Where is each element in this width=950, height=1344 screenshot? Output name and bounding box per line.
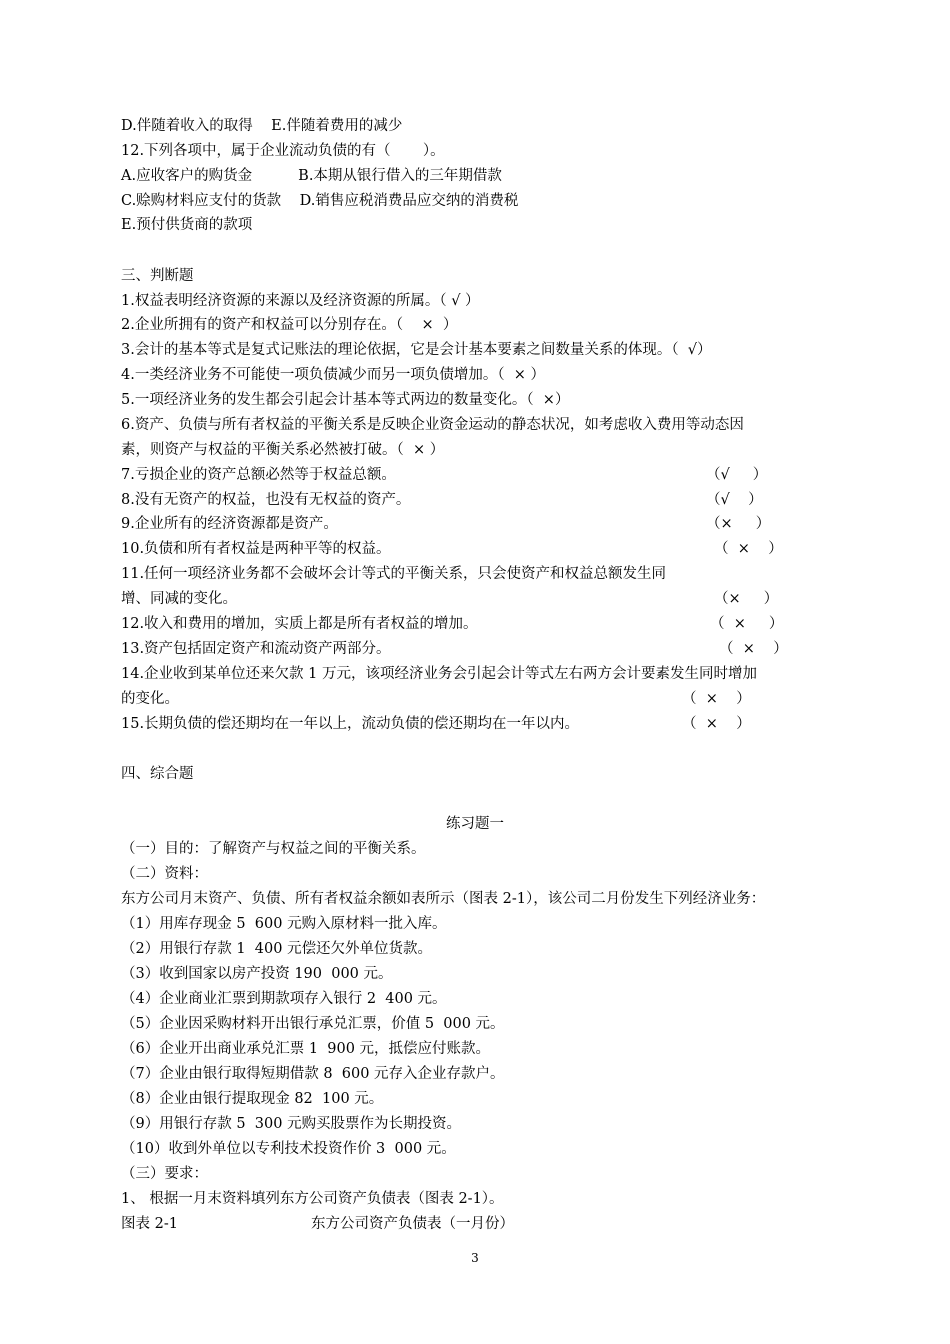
judge-answer-12: （ × ） [710, 616, 784, 632]
event-6: （6）企业开出商业承兑汇票 1 900 元，抵偿应付账款。 [121, 1041, 491, 1057]
judge-item-14b: 的变化。 [121, 691, 179, 707]
judge-item-7: 7.亏损企业的资产总额必然等于权益总额。 [121, 467, 396, 483]
event-9: （9）用银行存款 5 300 元购买股票作为长期投资。 [121, 1116, 462, 1132]
judge-item-2: 2.企业所拥有的资产和权益可以分别存在。（ × ） [121, 317, 458, 333]
judge-answer-11: （× ） [714, 591, 779, 607]
judge-item-11a: 11.任何一项经济业务都不会破坏会计等式的平衡关系，只会使资产和权益总额发生同 [121, 566, 667, 582]
question-12: 12.下列各项中，属于企业流动负债的有（ ）。 [121, 143, 445, 159]
judge-item-1: 1.权益表明经济资源的来源以及经济资源的所属。（ √ ） [121, 293, 480, 309]
judge-item-4: 4.一类经济业务不可能使一项负债减少而另一项负债增加。（ × ） [121, 367, 546, 383]
judge-answer-9: （× ） [706, 516, 771, 532]
judge-answer-8: （√ ） [706, 492, 763, 508]
judge-answer-15: （ × ） [682, 716, 751, 732]
material-intro: 东方公司月末资产、负债、所有者权益余额如表所示（图表 2-1），该公司二月份发生下列经济业务： [121, 891, 766, 907]
event-2: （2）用银行存款 1 400 元偿还欠外单位货款。 [121, 941, 433, 957]
figure-label: 图表 2-1 [121, 1216, 178, 1232]
page-number: 3 [471, 1251, 479, 1265]
judge-item-13: 13.资产包括固定资产和流动资产两部分。 [121, 641, 391, 657]
exercise-title: 练习题一 [446, 816, 504, 832]
judge-item-9: 9.企业所有的经济资源都是资产。 [121, 516, 338, 532]
option-line-ab: A.应收客户的购货金 B.本期从银行借入的三年期借款 [121, 168, 502, 184]
event-4: （4）企业商业汇票到期款项存入银行 2 400 元。 [121, 991, 447, 1007]
requirements-heading: （三）要求： [121, 1166, 208, 1182]
event-1: （1）用库存现金 5 600 元购入原材料一批入库。 [121, 916, 447, 932]
judge-item-14a: 14.企业收到某单位还来欠款 1 万元，该项经济业务会引起会计等式左右两方会计要素发生同时增加 [121, 666, 757, 682]
judge-item-12: 12.收入和费用的增加，实质上都是所有者权益的增加。 [121, 616, 478, 632]
judge-item-6b: 素，则资产与权益的平衡关系必然被打破。（ × ） [121, 442, 445, 458]
option-line-cd: C.赊购材料应支付的货款 D.销售应税消费品应交纳的消费税 [121, 193, 519, 209]
judge-item-11b: 增、同减的变化。 [121, 591, 237, 607]
event-8: （8）企业由银行提取现金 82 100 元。 [121, 1091, 384, 1107]
judge-item-6a: 6.资产、负债与所有者权益的平衡关系是反映企业资金运动的静态状况，如考虑收入费用等动态因 [121, 417, 744, 433]
judge-item-8: 8.没有无资产的权益，也没有无权益的资产。 [121, 492, 411, 508]
event-7: （7）企业由银行取得短期借款 8 600 元存入企业存款户。 [121, 1066, 505, 1082]
section-heading-judge: 三、判断题 [121, 268, 194, 284]
judge-answer-10: （ × ） [714, 541, 783, 557]
option-line-de: D.伴随着收入的取得 E.伴随着费用的减少 [121, 118, 403, 134]
event-10: （10）收到外单位以专利技术投资作价 3 000 元。 [121, 1141, 456, 1157]
judge-answer-13: （ × ） [719, 641, 788, 657]
figure-title: 东方公司资产负债表（一月份） [311, 1216, 514, 1232]
material-heading: （二）资料： [121, 866, 208, 882]
event-5: （5）企业因采购材料开出银行承兑汇票，价值 5 000 元。 [121, 1016, 505, 1032]
judge-answer-7: （√ ） [706, 467, 768, 483]
requirement-1: 1、 根据一月末资料填列东方公司资产负债表（图表 2-1）。 [121, 1191, 504, 1207]
section-heading-comprehensive: 四、综合题 [121, 766, 194, 782]
judge-item-3: 3.会计的基本等式是复式记账法的理论依据，它是会计基本要素之间数量关系的体现。（ √） [121, 342, 712, 358]
event-3: （3）收到国家以房产投资 190 000 元。 [121, 966, 393, 982]
judge-item-5: 5.一项经济业务的发生都会引起会计基本等式两边的数量变化。（ ×） [121, 392, 570, 408]
judge-item-10: 10.负债和所有者权益是两种平等的权益。 [121, 541, 391, 557]
judge-answer-14: （ × ） [682, 691, 751, 707]
judge-item-15: 15.长期负债的偿还期均在一年以上，流动负债的偿还期均在一年以内。 [121, 716, 580, 732]
exercise-goal: （一）目的：了解资产与权益之间的平衡关系。 [121, 841, 426, 857]
option-line-e: E.预付供货商的款项 [121, 217, 253, 233]
